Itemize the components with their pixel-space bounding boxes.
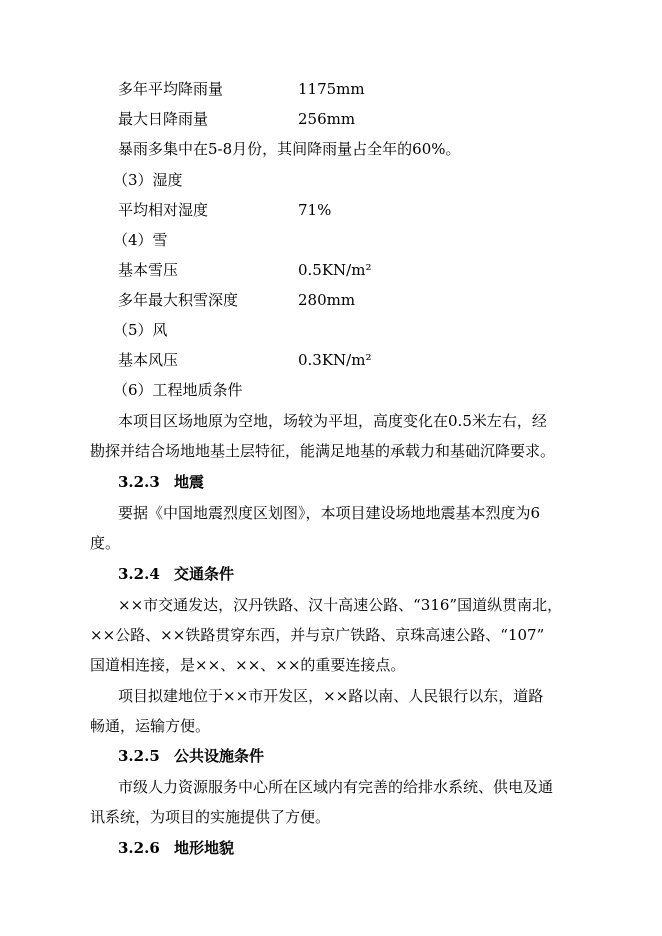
wind-pressure-label: 基本风压 xyxy=(118,351,179,369)
rain-max-day-label: 最大日降雨量 xyxy=(118,110,209,128)
section-number: 3.2.5 xyxy=(118,747,160,765)
section-title: 交通条件 xyxy=(174,565,235,583)
section-title: 公共设施条件 xyxy=(174,747,265,765)
earthquake-paragraph-line2: 度。 xyxy=(90,534,121,552)
facilities-paragraph-line2: 讯系统，为项目的实施提供了方便。 xyxy=(90,808,331,826)
section-number: 3.2.6 xyxy=(118,839,160,857)
snow-depth-value: 280mm xyxy=(298,291,356,309)
earthquake-paragraph-line1: 要据《中国地震烈度区划图》，本项目建设场地地震基本烈度为6 xyxy=(118,504,541,522)
rain-average-label: 多年平均降雨量 xyxy=(118,80,224,98)
section-number: 3.2.4 xyxy=(118,565,160,583)
rain-average-row xyxy=(118,79,365,99)
humidity-label: 平均相对湿度 xyxy=(118,201,209,219)
wind-pressure-row xyxy=(118,350,371,370)
geology-paragraph-line1: 本项目区场地原为空地，场较为平坦，高度变化在0.5米左右，经 xyxy=(118,412,547,430)
section-heading-3-2-5 xyxy=(118,746,264,766)
humidity-title: （3）湿度 xyxy=(113,171,183,189)
humidity-value: 71% xyxy=(298,201,332,219)
snow-depth-row xyxy=(118,290,355,310)
snow-title: （4）雪 xyxy=(113,231,168,249)
humidity-row xyxy=(118,200,331,220)
traffic-paragraph2-line2: 畅通，运输方便。 xyxy=(90,717,211,735)
rain-max-day-row xyxy=(118,109,355,129)
facilities-paragraph-line1: 市级人力资源服务中心所在区域内有完善的给排水系统、供电及通 xyxy=(118,778,554,796)
section-title: 地形地貌 xyxy=(174,839,235,857)
section-heading-3-2-4 xyxy=(118,564,234,584)
section-title: 地震 xyxy=(174,473,205,491)
section-heading-3-2-3 xyxy=(118,472,204,492)
wind-pressure-value: 0.3KN/m² xyxy=(298,351,372,369)
snow-depth-label: 多年最大积雪深度 xyxy=(118,291,239,309)
traffic-paragraph-line1: ××市交通发达，汉丹铁路、汉十高速公路、“316”国道纵贯南北， xyxy=(118,596,563,614)
snow-pressure-label: 基本雪压 xyxy=(118,261,179,279)
section-heading-3-2-6 xyxy=(118,838,234,858)
rain-average-value: 1175mm xyxy=(298,80,365,98)
traffic-paragraph-line2: ××公路、××铁路贯穿东西，并与京广铁路、京珠高速公路、“107” xyxy=(90,626,545,644)
traffic-paragraph-line3: 国道相连接，是××、××、××的重要连接点。 xyxy=(90,656,406,674)
geology-title: （6）工程地质条件 xyxy=(113,381,243,399)
traffic-paragraph2-line1: 项目拟建地位于××市开发区，××路以南、人民银行以东，道路 xyxy=(118,687,544,705)
geology-paragraph-line2: 勘探并结合场地地基土层特征，能满足地基的承载力和基础沉降要求。 xyxy=(90,442,556,460)
snow-pressure-value: 0.5KN/m² xyxy=(298,261,372,279)
rain-note: 暴雨多集中在5-8月份，其间降雨量占全年的60%。 xyxy=(118,140,461,158)
wind-title: （5）风 xyxy=(113,321,168,339)
snow-pressure-row xyxy=(118,260,371,280)
rain-max-day-value: 256mm xyxy=(298,110,356,128)
section-number: 3.2.3 xyxy=(118,473,160,491)
